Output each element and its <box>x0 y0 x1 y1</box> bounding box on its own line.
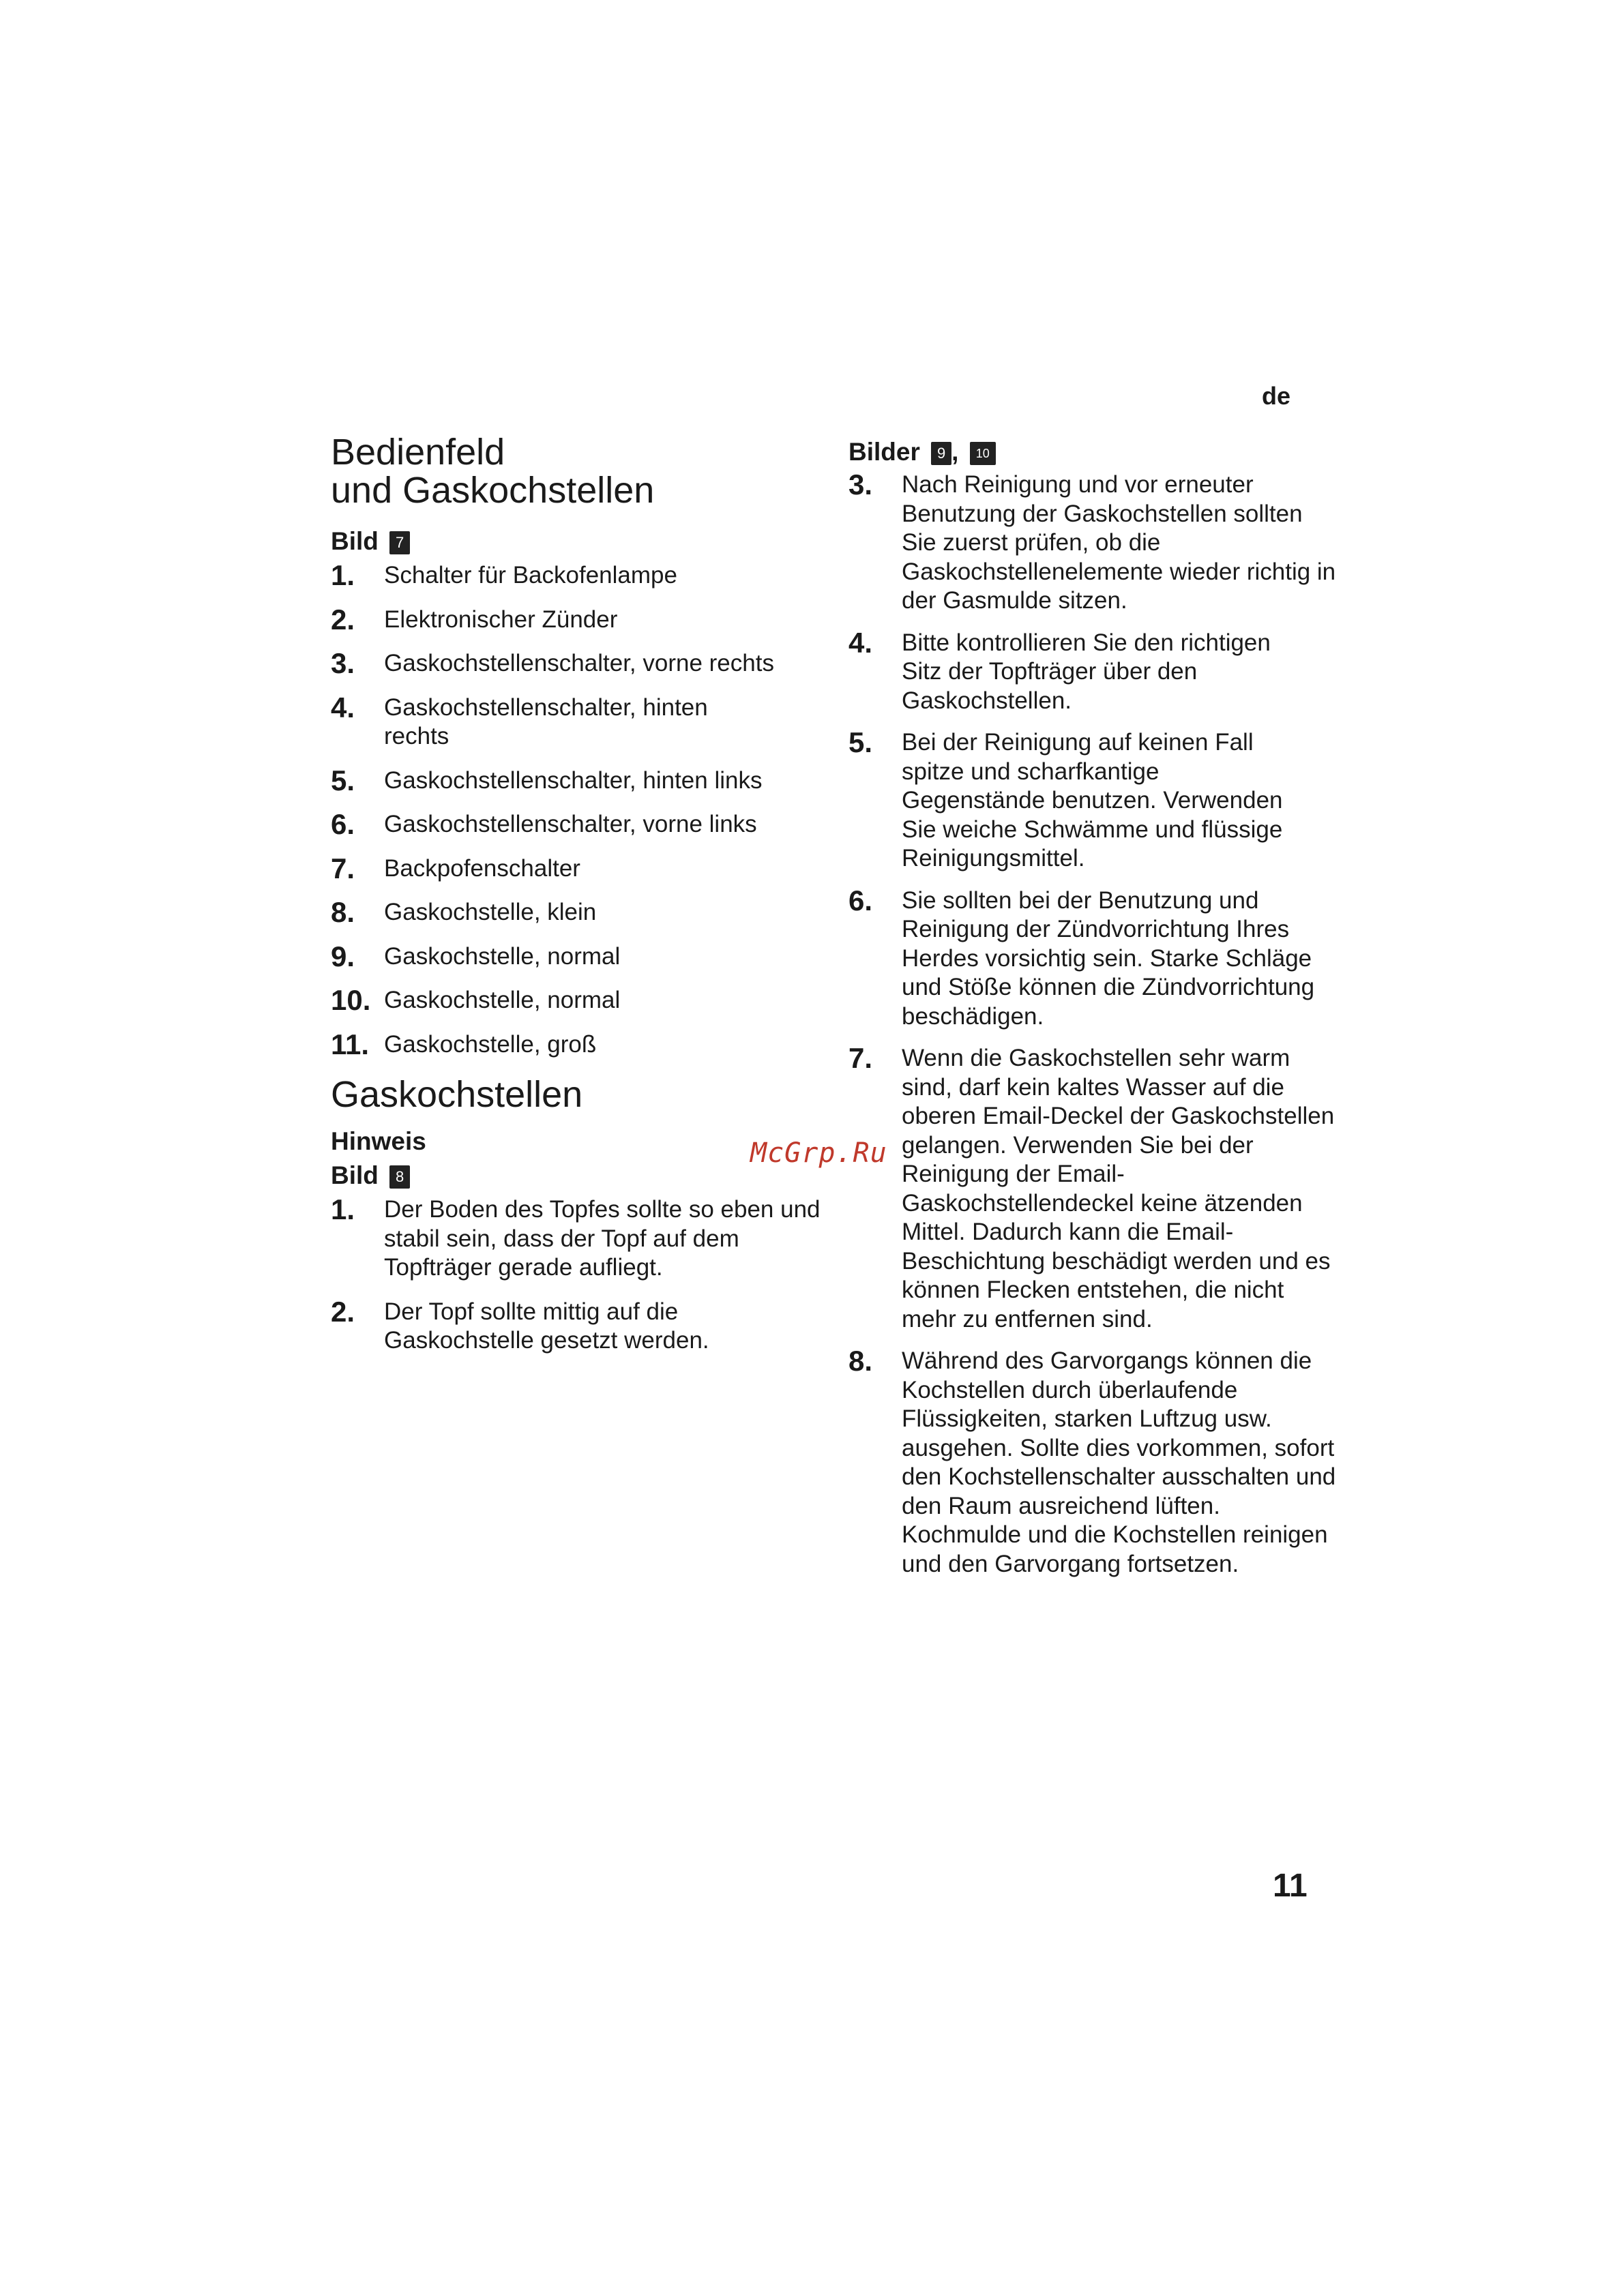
item-number: 6. <box>848 884 873 916</box>
page-number: 11 <box>1273 1868 1308 1904</box>
list-item <box>848 728 1340 874</box>
figure-label: Bild <box>331 527 379 555</box>
title-line-1: Bedienfeld <box>331 432 505 473</box>
item-number: 1. <box>331 1193 355 1225</box>
item-text: Gaskochstellenschalter, vorne links <box>384 811 757 837</box>
item-number: 11. <box>331 1028 370 1060</box>
item-text: Nach Reinigung und vor erneuter Benutzung der Gaskochstellen sollten Sie zuerst prüfen, ob die Gaskochstellenelemente wieder richtig in der Gasmulde sitzen. <box>902 471 1336 614</box>
item-text: Backpofenschalter <box>384 854 580 882</box>
section-title-gaskochstellen: Gaskochstellen <box>331 1074 583 1115</box>
list-item <box>848 886 1340 1032</box>
item-text: Sie sollten bei der Benutzung und Reinigung der Zündvorrichtung Ihres Herdes vorsichtig sein. Starke Schläge und Stöße können die Zündvorrichtung beschädigen. <box>902 886 1315 1030</box>
figure-number-badge: 7 <box>389 531 410 554</box>
item-text: Gaskochstellenschalter, hinten rechts <box>384 694 708 749</box>
left-column <box>331 433 822 1371</box>
item-number: 2. <box>331 1295 355 1328</box>
list-item <box>331 898 822 927</box>
figure-ref-9-10 <box>848 435 1340 469</box>
item-number: 8. <box>848 1345 873 1377</box>
figure-number-badge: 8 <box>389 1165 410 1189</box>
figure-label: Bild <box>331 1161 379 1189</box>
item-text: Bei der Reinigung auf keinen Fall spitze und scharfkantige Gegenstände benutzen. Verwenden Sie weiche Schwämme und flüssige Reinigungsmittel. <box>902 729 1283 871</box>
figure-separator: , <box>951 438 959 466</box>
item-number: 4. <box>848 626 873 659</box>
list-item <box>331 561 822 591</box>
list-item <box>331 942 822 972</box>
item-text: Wenn die Gaskochstellen sehr warm sind, darf kein kaltes Wasser auf die oberen Email-Deckel der Gaskochstellen gelangen. Verwenden Sie bei der Reinigung der Email-Gaskochstellendeckel keine ätzenden Mittel. Dadurch kann die Email-Beschichtung beschädigt werden und es können Flecken entstehen, die nicht mehr zu entfernen sind. <box>902 1045 1335 1332</box>
watermark: McGrp.Ru <box>750 1137 887 1169</box>
figure-label: Bilder <box>848 438 920 466</box>
list-item <box>331 986 822 1015</box>
list-item <box>848 626 1340 716</box>
list-item <box>848 1347 1340 1579</box>
notes-list <box>331 1195 822 1356</box>
list-item <box>848 1044 1340 1334</box>
language-code: de <box>1262 382 1291 410</box>
item-text: Der Topf sollte mittig auf die Gaskochstelle gesetzt werden. <box>384 1298 709 1354</box>
item-number: 6. <box>331 808 355 840</box>
item-number: 3. <box>848 468 873 501</box>
item-text: Bitte kontrollieren Sie den richtigen Sitz der Topfträger über den Gaskochstellen. <box>902 629 1271 714</box>
item-text: Während des Garvorgangs können die Kochstellen durch überlaufende Flüssigkeiten, starken Luftzug usw. ausgehen. Sollte dies vorkommen, sofort den Kochstellenschalter ausschalten und den Raum ausreichend lüften. Kochmulde und die Kochstellen reinigen und den Garvorgang fortsetzen. <box>902 1347 1336 1577</box>
item-number: 5. <box>848 726 873 758</box>
figure-ref-8 <box>331 1159 822 1193</box>
title-line-2: und Gaskochstellen <box>331 470 655 511</box>
parts-list <box>331 561 822 1059</box>
item-text: Gaskochstelle, klein <box>384 899 597 925</box>
figure-ref-7 <box>331 524 822 558</box>
item-text: Gaskochstellenschalter, hinten links <box>384 766 763 794</box>
list-item <box>331 810 822 839</box>
right-column <box>848 435 1340 1592</box>
note-heading: Hinweis <box>331 1127 426 1155</box>
item-text: Elektronischer Zünder <box>384 606 618 633</box>
item-number: 10. <box>331 984 371 1016</box>
item-number: 7. <box>848 1042 873 1074</box>
list-item <box>331 1030 822 1060</box>
item-number: 3. <box>331 647 355 679</box>
item-text: Gaskochstelle, groß <box>384 1030 597 1058</box>
item-text: Schalter für Backofenlampe <box>384 562 677 588</box>
list-item <box>331 649 822 679</box>
figure-number-badge: 10 <box>970 442 996 465</box>
list-item <box>848 468 1340 616</box>
item-number: 8. <box>331 896 355 928</box>
item-text: Der Boden des Topfes sollte so eben und stabil sein, dass der Topf auf dem Topfträger gerade aufliegt. <box>384 1196 821 1281</box>
list-item <box>331 603 822 636</box>
figure-number-badge: 9 <box>931 442 951 465</box>
item-number: 9. <box>331 940 355 972</box>
item-number: 2. <box>331 603 355 636</box>
item-text: Gaskochstelle, normal <box>384 987 621 1013</box>
list-item <box>331 1295 822 1356</box>
item-number: 4. <box>331 691 355 724</box>
list-item <box>331 691 822 751</box>
item-number: 7. <box>331 852 355 884</box>
item-text: Gaskochstellenschalter, vorne rechts <box>384 650 774 676</box>
item-number: 1. <box>331 559 355 591</box>
section-title-bedienfeld <box>331 433 822 509</box>
item-number: 5. <box>331 764 355 796</box>
list-item <box>331 766 822 796</box>
list-item <box>331 1195 822 1283</box>
cleaning-instructions-list <box>848 468 1340 1579</box>
list-item <box>331 854 822 884</box>
item-text: Gaskochstelle, normal <box>384 942 621 970</box>
